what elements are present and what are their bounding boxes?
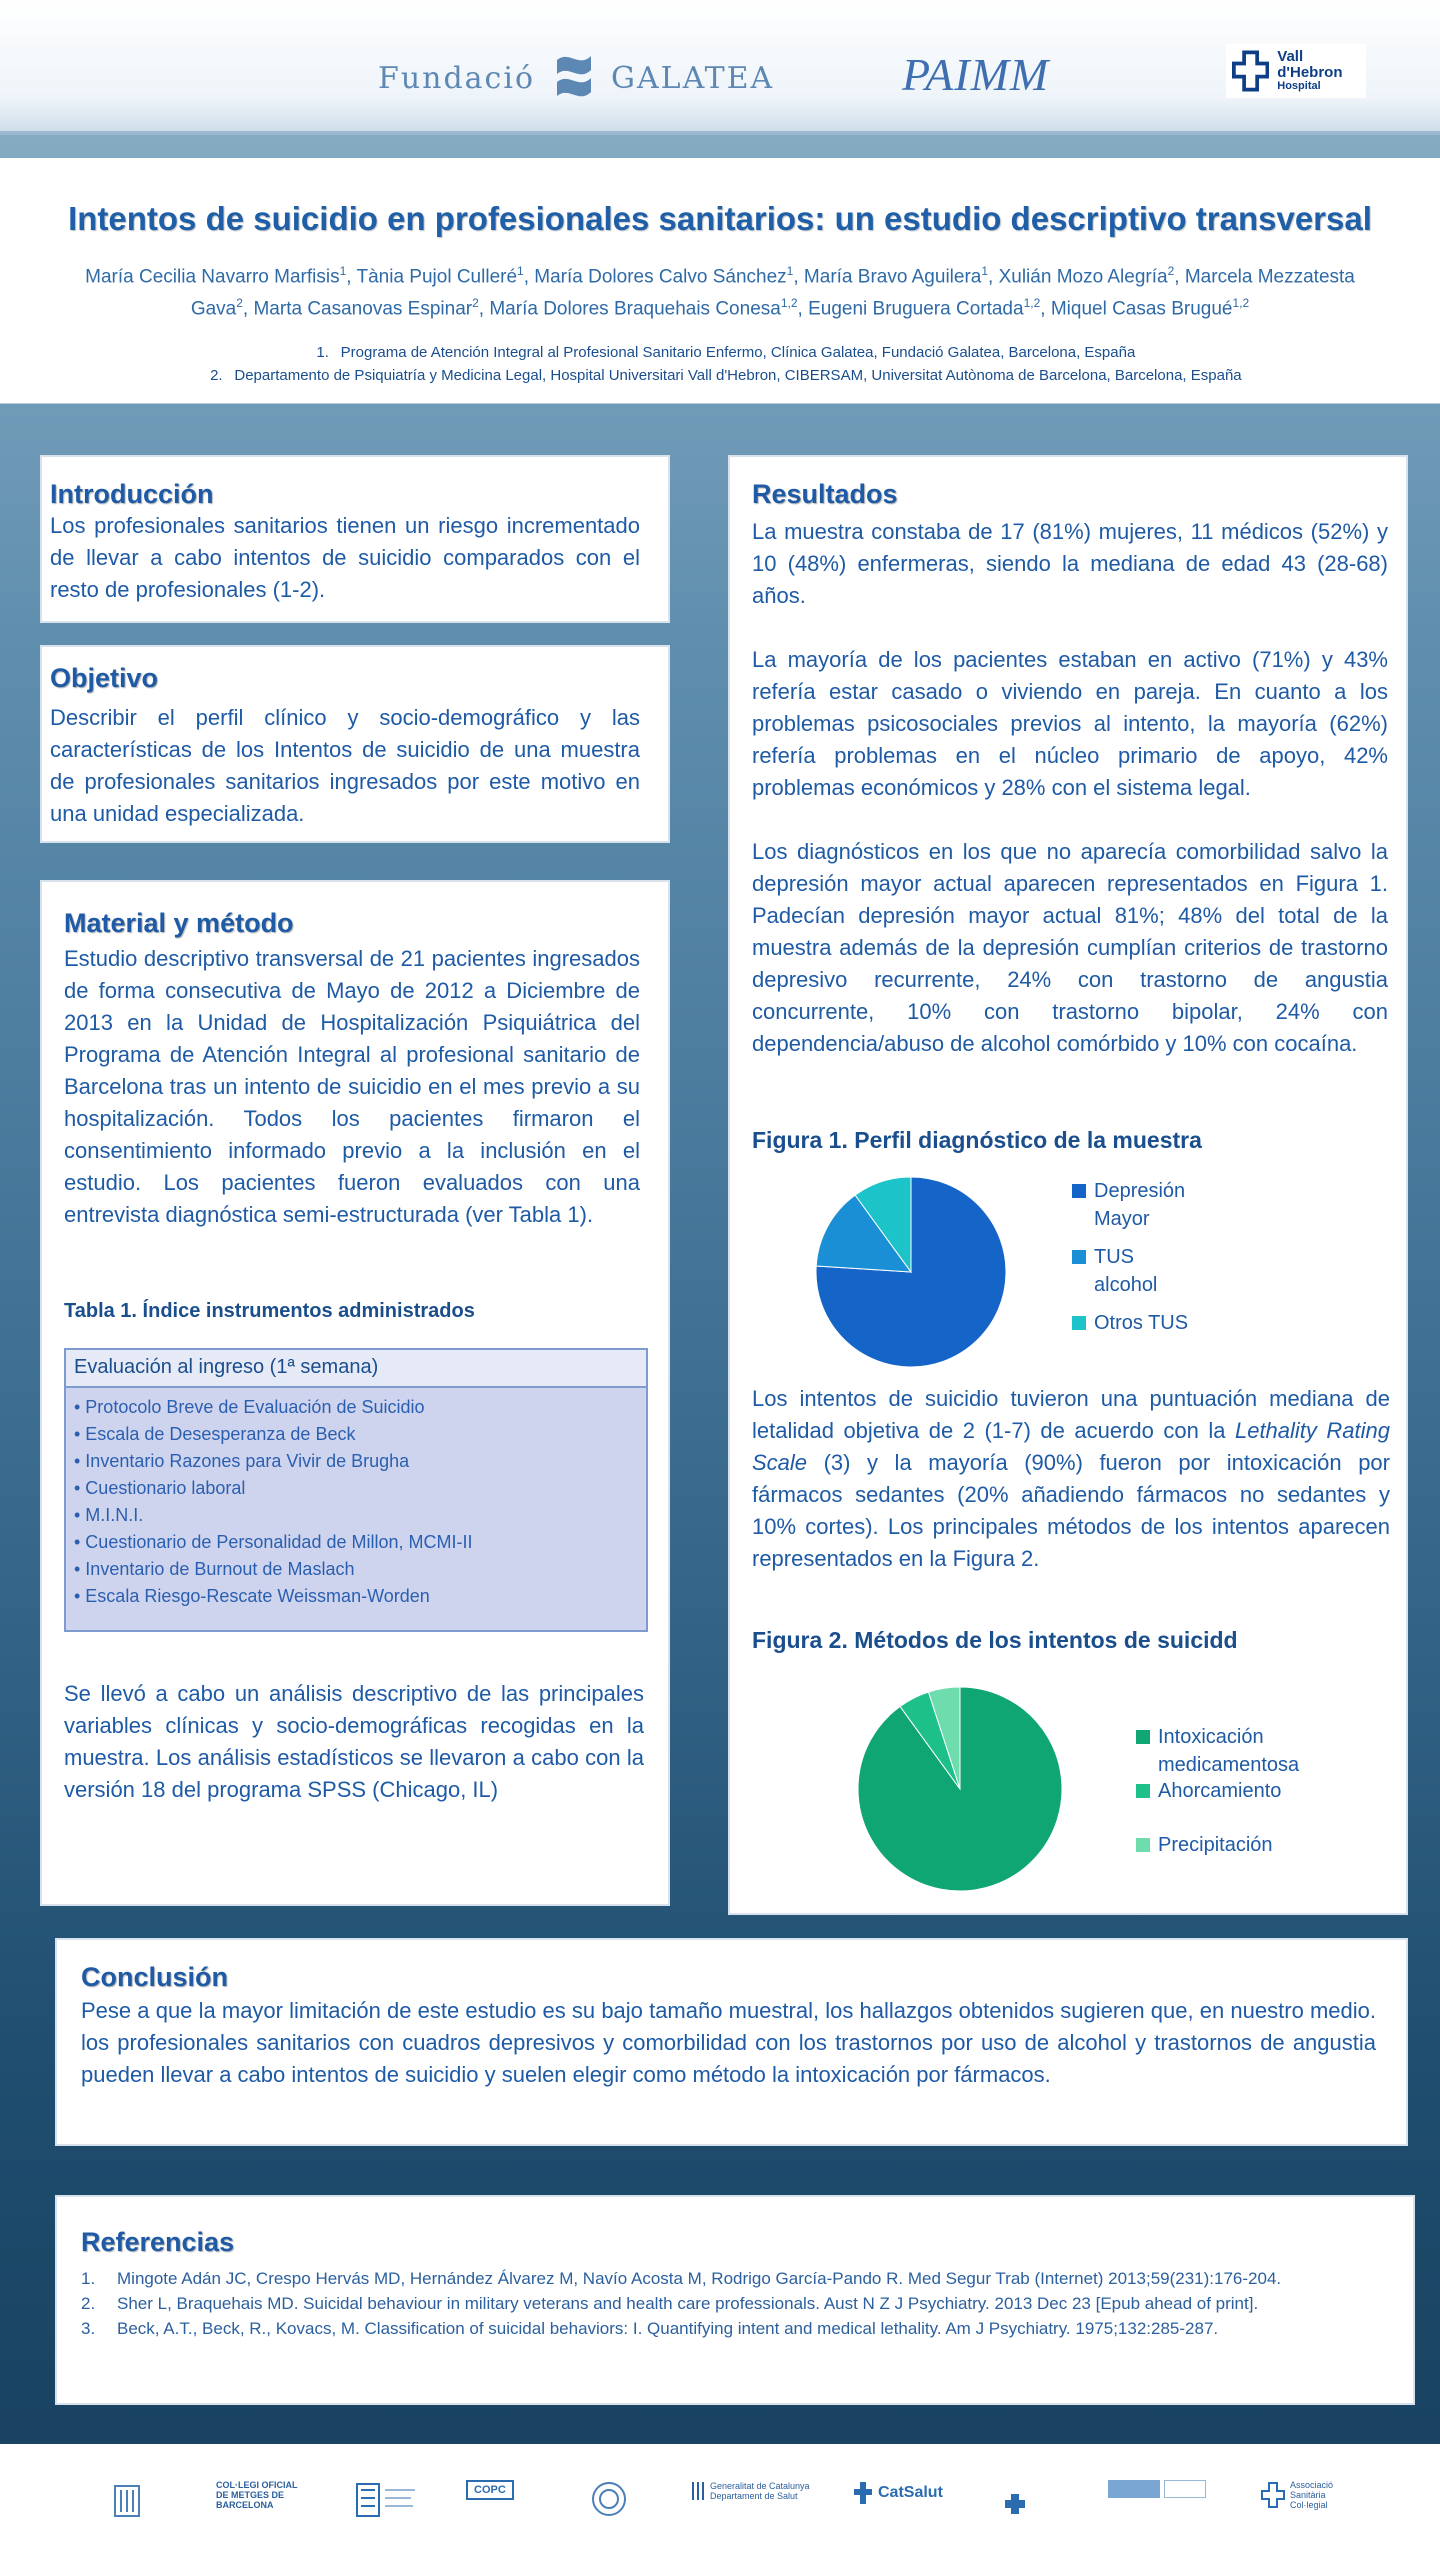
affiliation-row [0,341,1440,364]
grid-logo-icon [355,2480,419,2520]
legend-label: Precipitación [1158,1834,1273,1856]
author-affiliation-number: 2 [236,296,243,311]
legend-swatch [1136,1730,1150,1744]
resultados-p4-b: (3) y la mayoría (90%) fueron por intoxicación por fármacos sedantes (20% añadiendo fármacos no sedantes y 10% cortes). Los principales métodos de los intentos aparecen representados en la Figura 2. [752,1450,1390,1571]
vall-hebron-logo [1226,44,1366,98]
conclusion-text: Pese a que la mayor limitación de este estudio es su bajo tamaño muestral, los hallazgos obtenidos sugieren que, en nuestro medio. los profesionales sanitarios con cuadros depresivos y comorbilidad con los trastornos por uso de alcohol y trastornos de angustia pueden llevar a cabo intentos de suicidio y suelen elegir como método la intoxicación por fármacos. [81,1998,1376,2087]
author-name: María Dolores Calvo Sánchez [534,266,787,288]
author-affiliation-number: 1 [981,264,989,278]
author-affiliation-number: 1,2 [1023,296,1041,311]
referencias-heading: Referencias [81,2227,235,2257]
tabla-1-item: • Escala Riesgo-Rescate Weissman-Worden [74,1586,430,1606]
resultados-p4-a: Los intentos de suicidio tuvieron una puntuación mediana de letalidad objetiva de 2 (1-7) de acuerdo con la [752,1386,1390,1443]
author-affiliation-number: 1,2 [1232,296,1250,311]
author-name: Marta Casanovas Espinar [253,298,473,320]
author-name: María Dolores Braquehais Conesa [489,298,781,320]
author-name: Xulián Mozo Alegría [998,266,1168,288]
affiliation-number: 1. [316,343,329,361]
introduccion-card [40,455,670,623]
infermeria-logo [1000,2480,1030,2520]
legend-label: Ahorcamiento [1158,1780,1282,1802]
metodo-card [40,880,670,1906]
figura-1-title: Figura 1. Perfil diagnóstico de la muestra [752,1127,1202,1153]
logo-fundacio-text: Fundació [378,60,536,96]
logo-galatea-text: GALATEA [611,60,775,96]
introduccion-text: Los profesionales sanitarios tienen un riesgo incrementado de llevar a cabo intentos de suicidio comparados con el resto de profesionales (1-2). [50,513,640,602]
catsalut-logo [852,2480,943,2506]
referencia-text: Sher L, Braquehais MD. Suicidal behaviour in military veterans and health care professionals. Aust N Z J Psychiatry. 2013 Dec 23 [Epub ahead of print]. [117,2294,1259,2313]
legend-item [1136,1831,1336,1859]
author-name: Marcela Mezzatesta Gava [190,266,1355,320]
tabla-1-item: • Protocolo Breve de Evaluación de Suicidio [74,1397,425,1417]
institution-logo-9-block [1108,2480,1160,2498]
poster-title: Intentos de suicidio en profesionales sanitarios: un estudio descriptivo transversal [68,200,1372,237]
referencias-list [81,2266,1383,2341]
author-name: Tània Pujol Culleré [356,266,518,288]
footer-logos [0,2444,1440,2560]
figura-2-pie-chart [858,1687,1062,1891]
institution-logo-3 [355,2480,419,2520]
legend-swatch [1072,1250,1086,1264]
affiliation-row [0,364,1440,387]
tabla-1-title: Tabla 1. Índice instrumentos administrados [64,1300,475,1322]
conclusion-heading: Conclusión [81,1962,228,1992]
figura-2-title: Figura 2. Métodos de los intentos de suicidd [752,1627,1238,1653]
resultados-p2: La mayoría de los pacientes estaban en activo (71%) y 43% refería estar casado o viviendo en pareja. En cuanto a los problemas psicosociales previos al intento, la mayoría (62%) refería problemas en el núcleo primario de apoyo, 42% problemas económicos y 28% con el sistema legal. [752,647,1388,800]
legend-item [1136,1777,1336,1805]
legend-swatch [1136,1784,1150,1798]
objetivo-heading: Objetivo [50,663,159,693]
generalitat-text: Generalitat de Catalunya Departament de Salut [710,2481,810,2501]
introduccion-heading: Introducción [50,479,214,509]
author-affiliation-number: 2 [1167,264,1175,278]
author-affiliation-number: 1 [786,264,794,278]
legend-label: Intoxicación medicamentosa [1158,1726,1300,1776]
seal-icon [590,2480,628,2518]
author-name: Eugeni Bruguera Cortada [808,298,1024,320]
tabla-1-item: • Cuestionario de Personalidad de Millon, MCMI-II [74,1532,473,1552]
affiliation-text: Programa de Atención Integral al Profesional Sanitario Enfermo, Clínica Galatea, Fundació Galatea, Barcelona, España [340,343,1136,361]
tabla-1-header: Evaluación al ingreso (1ª semana) [66,1350,646,1388]
round-seal-logo [590,2480,628,2518]
objetivo-card [40,645,670,843]
university-seal-logo [112,2480,142,2522]
tabla-1-item: • M.I.N.I. [74,1505,144,1525]
legend-label: TUS alcohol [1094,1246,1158,1296]
legend-item [1072,1309,1202,1337]
resultados-p4-em: Lethality Rating Scale [752,1418,1390,1475]
infermeria-cross-icon [1000,2480,1030,2520]
associacio-cross-icon [1260,2481,1286,2509]
metodo-text-2: Se llevó a cabo un análisis descriptivo de las principales variables clínicas y socio-demográficas recogidas en la muestra. Los análisis estadísticos se llevaron a cabo con la versión 18 del programa SPSS (Chicago, IL) [64,1681,644,1802]
paimm-logo: PAIMM [902,49,1050,100]
tabla-1-item: • Cuestionario laboral [74,1478,246,1498]
legend-item [1072,1243,1202,1299]
affiliation-text: Departamento de Psiquiatría y Medicina Legal, Hospital Universitari Vall d'Hebron, CIBERSAM, Universitat Autònoma de Barcelona, Barcelona, España [234,366,1242,384]
col-metges-logo [216,2480,302,2510]
author-name: Miquel Casas Brugué [1050,298,1233,320]
building-icon [112,2480,142,2522]
catsalut-text: CatSalut [878,2484,943,2501]
author-list: María Cecilia Navarro Marfisis$^1$, Tània Pujol Culleré$^1$, María Dolores Calvo Sánchez$^1$, María Bravo Aguilera$^1$, Xulián Mozo Alegría$^2$, Marcela Mezzatesta Gava$^2$, Marta Casanovas Espinar$^2$, María Dolores Braquehais Conesa$^{1,2}$, Eugeni Bruguera Cortada$^{1,2}$, Miquel Casas Brugué$^{1,2}$ [85,264,1355,320]
referencia-number: 3. [81,2319,96,2338]
referencia-text: Beck, A.T., Beck, R., Kovacs, M. Classification of suicidal behaviors: I. Quantifying intent and medical lethality. Am J Psychiatry. 1975;132:285-287. [117,2319,1219,2338]
legend-label: Depresión Mayor [1094,1180,1186,1230]
author-affiliation-number: 1 [517,264,524,278]
tabla-1-list [66,1388,646,1630]
associacio-text: Associació Sanitària Col·legial [1290,2480,1334,2510]
author-affiliation-number: 1,2 [780,296,798,311]
institution-logo-9-block-2 [1164,2480,1206,2498]
title-section [0,158,1440,404]
legend-swatch [1072,1316,1086,1330]
referencia-number: 1. [81,2269,96,2288]
legend-item [1072,1177,1202,1233]
referencia-item [81,2316,1383,2341]
legend-item [1136,1723,1336,1779]
resultados-p4 [752,1383,1390,1575]
conclusion-card [55,1938,1408,2146]
legend-swatch [1136,1838,1150,1852]
copc-text: COPC [466,2480,514,2500]
author-name: María Bravo Aguilera [803,266,982,288]
metodo-text: Estudio descriptivo transversal de 21 pacientes ingresados de forma consecutiva de Mayo de 2012 a Diciembre de 2013 en la Unidad de Hospitalización Psiquiátrica del Programa de Atención Integral al profesional sanitario de Barcelona tras un intento de suicidio en el mes previo a su hospitalización. Todos los pacientes firmaron el consentimiento informado previo a la inclusión en el estudio. Los pacientes fueron evaluados con una entrevista diagnóstica semi-estructurada (ver Tabla 1). [64,946,640,1227]
catsalut-icon [852,2480,874,2506]
legend-swatch [1072,1184,1086,1198]
referencia-item [81,2291,1383,2316]
institution-logo-9 [1108,2480,1206,2498]
tabla-1-item: • Inventario de Burnout de Maslach [74,1559,355,1579]
figura-1-pie-chart [816,1177,1006,1367]
referencia-number: 2. [81,2294,96,2313]
vall-hebron-subtitle: Hospital [1277,79,1321,92]
metodo-heading: Material y método [64,908,294,938]
objetivo-text: Describir el perfil clínico y socio-demográfico y las características de los Intentos de suicidio de una muestra de profesionales sanitarios ingresados por este motivo en una unidad especializada. [50,705,640,826]
generalitat-logo [690,2480,820,2502]
copc-logo [466,2480,514,2500]
vall-hebron-name: Vall d'Hebron [1277,48,1343,82]
hospital-cross-icon [1232,49,1269,93]
affiliation-list [0,341,1440,387]
resultados-p1: La muestra constaba de 17 (81%) mujeres, 11 médicos (52%) y 10 (48%) enfermeras, siendo la mediana de edad 43 (28-68) años. [752,519,1388,608]
tabla-1-item: • Inventario Razones para Vivir de Brugha [74,1451,410,1471]
resultados-heading: Resultados [752,479,898,509]
referencia-item [81,2266,1383,2291]
tabla-1 [64,1348,648,1632]
generalitat-stripes-icon [690,2480,706,2502]
header-banner [0,0,1440,135]
tabla-1-item: • Escala de Desesperanza de Beck [74,1424,356,1444]
author-name: María Cecilia Navarro Marfisis [85,266,340,288]
galatea-wave-icon [551,50,595,106]
author-affiliation-number: 1 [339,264,347,278]
affiliation-number: 2. [210,366,223,384]
associacio-sanitaria-logo [1260,2480,1360,2510]
referencia-text: Mingote Adán JC, Crespo Hervás MD, Hernández Álvarez M, Navío Acosta M, Rodrigo García-Pando R. Med Segur Trab (Internet) 2013;59(231):176-204. [117,2269,1282,2288]
legend-label: Otros TUS [1094,1312,1189,1334]
author-affiliation-number: 2 [472,296,479,311]
fundacio-galatea-logo [378,50,774,106]
referencias-card [55,2195,1415,2405]
resultados-card [728,455,1408,1915]
resultados-p3: Los diagnósticos en los que no aparecía comorbilidad salvo la depresión mayor actual aparecen representados en Figura 1. Padecían depresión mayor actual 81%; 48% del total de la muestra además de la depresión cumplían criterios de trastorno depresivo recurrente, 24% con trastorno de angustia concurrente, 10% con trastorno bipolar, 24% con dependencia/abuso de alcohol comórbido y 10% con cocaína. [752,839,1388,1056]
col-metges-text: COL·LEGI OFICIAL DE METGES DE BARCELONA [216,2480,298,2510]
